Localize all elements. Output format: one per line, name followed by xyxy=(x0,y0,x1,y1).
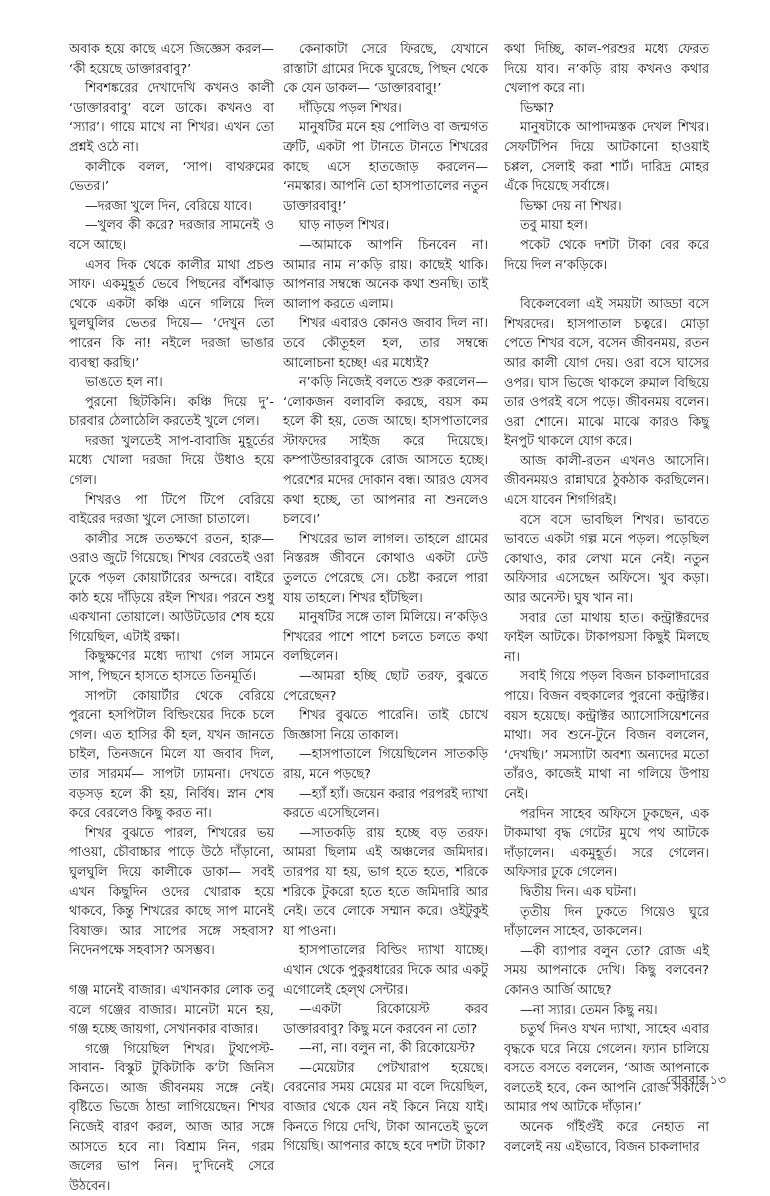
paragraph: —খুলব কী করে? দরজার সামনেই ও বসে আছে। xyxy=(69,218,274,253)
paragraph: —একটা রিকোয়েস্ট করব ডাক্তারবাবু? কিছু মনে করবেন না তো? xyxy=(283,1002,488,1037)
paragraph: মানুষটির সঙ্গে তাল মিলিয়ে। ন’কড়িও শিখরের পাশে পাশে চলতে চলতে কথা বলছিলেন। xyxy=(283,610,488,665)
paragraph: শিখর বুঝতে পারল, শিখরের ভয় পাওয়া, চৌবাচ্চার পাড়ে উঠে দাঁড়ানো, ঘুলঘুলি দিয়ে কালীকে ডাকা— সবই এখন কিছুদিন ওদের খোরাক হয়ে থাকবে, কিন্তু শিখরের কাছে সাপ মানেই বিষাক্ত। আর সাপের সঙ্গে সহবাস? নিদেনপক্ষে সহবাস? অসম্ভব। xyxy=(69,825,274,959)
paragraph: সাপটা কোয়ার্টার থেকে বেরিয়ে পুরনো হসপিটাল বিল্ডিংয়ের দিকে চলে গেল। এত হাসির কী হল, যখন জানতে চাইল, তিনজনে মিলে যা জবাব দিল, তার সারমর্ম— সাপটা ঢ্যামনা। দেখতে বড়সড় হলে কী হয়, নির্বিষ। স্নান শেষ করে বেরলেও কিছু করত না। xyxy=(69,688,274,822)
paragraph: অনেক গাঁইগুঁই করে নেহাত না বললেই নয় এইভাবে, বিজন চাকলাদার xyxy=(504,1120,709,1155)
paragraph: —না, না। বলুন না, কী রিকোয়েস্ট? xyxy=(299,1041,476,1057)
paragraph: তৃতীয় দিন ঢুকতে গিয়েও ঘুরে দাঁড়ালেন সাহেব, ডাকলেন। xyxy=(504,904,709,940)
page-footer: রোববার ১৩ xyxy=(665,1072,726,1087)
paragraph: গঞ্জে গিয়েছিল শিখর। টুথপেস্ট-সাবান- বিস্কুট টুকিটাকি ক’টা জিনিস কিনতে। আজ জীবনময় সঙ্গে নেই। বৃষ্টিতে ভিজে ঠান্ডা লাগিয়েছেন। শিখর নিজেই বারণ করল, আজ আর সঙ্গে আসতে হবে না। বিশ্রাম নিন, গরম জলের ভাপ নিন। দু’দিনেই সেরে উঠবেন। xyxy=(69,1041,274,1194)
paragraph: পরদিন সাহেব অফিসে ঢুকছেন, এক টাকমাথা বৃদ্ধ গেটের মুখে পথ আটকে দাঁড়ালেন। একমুহূর্ত। সরে গেলেন। অফিসার ঢুকে গেলেন। xyxy=(504,806,709,881)
paragraph: শিখর বুঝতে পারেনি। তাই চোখে জিজ্ঞাসা নিয়ে তাকাল। xyxy=(283,708,488,743)
paragraph: দ্বিতীয় দিন। এক ঘটনা। xyxy=(520,884,637,900)
paragraph: —মেয়েটার পেটখারাপ হয়েছে। বেরনোর সময় মেয়ের মা বলে দিয়েছিল, বাজার থেকে যেন নই কিনে নিয়ে যাই। কিনতে গিয়ে দেখি, টাকা আনতেই ভুলে গিয়েছি। আপনার কাছে হবে দশটা টাকা? xyxy=(283,1060,488,1155)
paragraph: পুরনো ছিটকিনি। কঞ্চি দিয়ে দু’- চারবার ঠেলাঠেলি করতেই খুলে গেল। xyxy=(69,394,274,430)
paragraph: শিখরও পা টিপে টিপে বেরিয়ে বাইরের দরজা খুলে সোজা চাতালে। xyxy=(69,492,274,528)
paragraph: —দরজা খুলে দিন, বেরিয়ে যাবে। xyxy=(85,198,252,214)
paragraph: মানুষটাকে আপাদমস্তক দেখল শিখর। সেফটিপিন দিয়ে আটকানো হাওয়াই চপ্পল, সেলাই করা শার্ট। দারিদ্র মোহর এঁকে দিয়েছে সর্বাঙ্গে। xyxy=(504,120,709,195)
paragraph: ভিক্ষা দেয় না শিখর। xyxy=(520,198,622,214)
paragraph: কেনাকাটা সেরে ফিরছে, যেখানে রাস্তাটা গ্রামের দিকে ঘুরেছে, পিছন থেকে কে যেন ডাকল— ‘ডাক্তারবাবু!’ xyxy=(283,42,488,97)
paragraph: হাসপাতালের বিল্ডিং দ্যাখা যাচ্ছে। এখান থেকে পুকুরধারের দিকে আর একটু এগোলেই হেল্‌থ সেন্টার। xyxy=(283,943,488,998)
paragraph: ন’কড়ি নিজেই বলতে শুরু করলেন— ‘লোকজন বলাবলি করছে, বয়স কম হলে কী হয়, তেজ আছে। হাসপাতালের স্টাফদের সাইজ করে দিয়েছে। কম্পাউন্ডারবাবুকে রোজ আসতে হচ্ছে। পরেশের মদের দোকান বন্ধ। আরও যেসব কথা হচ্ছে, তা আপনার না শুনলেও চলবে।’ xyxy=(283,375,488,528)
paragraph: আজ কালী-রতন এখনও আসেনি। জীবনময়ও রান্নাঘরে ঠুকঠাক করছিলেন। এসে যাবেন শিগগিরই। xyxy=(504,453,709,509)
paragraph: ঘাড় নাড়ল শিখর। xyxy=(299,218,390,234)
paragraph: —হ্যাঁ হ্যাঁ। জয়েন করার পরপরই দ্যাখা করতে এসেছিলেন। xyxy=(283,786,488,822)
paragraph: —কী ব্যাপার বলুন তো? রোজ এই সময় আপনাকে দেখি। কিছু বলবেন? কোনও আর্জি আছে? xyxy=(504,943,709,998)
paragraph: সবাই গিয়ে পড়ল বিজন চাকলাদারের পায়ে। বিজন বহুকালের পুরনো কন্ট্রাক্টর। বয়স হয়েছে। কন্ট্রাক্টর অ্যাসোসিয়েশনের মাথা। সব শুনে-টুনে বিজন বললেন, ‘দেখছি।’ সমস্যাটা অবশ্য অন্যদের মতো তাঁরও, কাজেই মাথা না গলিয়ে উপায় নেই। xyxy=(504,669,709,802)
paragraph: পকেট থেকে দশটা টাকা বের করে দিয়ে দিল ন’কড়িকে। xyxy=(504,237,709,273)
paragraph: শিখর এবারও কোনও জবাব দিল না। তবে কৌতূহল হল, তার সম্বন্ধে আলোচনা হচ্ছে! এর মধ্যেই? xyxy=(283,316,488,371)
paragraph: চতুর্থ দিনও যখন দ্যাখা, সাহেব এবার বৃদ্ধকে ঘরে নিয়ে গেলেন। ফ্যান চালিয়ে বসতে বসতে বললেন, ‘আজ আপনাকে বলতেই হবে, কেন আপনি রোজ সকালে আমার পথ আটকে দাঁড়ান।’ xyxy=(504,1022,709,1116)
text-column-2 xyxy=(283,40,488,1155)
paragraph: ভিক্ষা? xyxy=(520,100,555,116)
paragraph: কালীকে বলল, ‘সাপ। বাথরুমের ভেতর।’ xyxy=(69,159,274,195)
paragraph: শিবশঙ্করের দেখাদেখি কখনও কালী ‘ডাক্তারবাবু’ বলে ডাকে। কখনও বা ‘স্যার’। গায়ে মাখে না শিখর। এখন তো প্রশ্নই ওঠে না। xyxy=(69,81,274,155)
paragraph: তবু মায়া হল। xyxy=(520,218,588,234)
paragraph: এসব দিক থেকে কালীর মাথা প্রচণ্ড সাফ। একমুহূর্ত ভেবে পিছনের বাঁশঝাড় থেকে একটা কঞ্চি এনে গলিয়ে দিল ঘুলঘুলির ভেতর দিয়ে— ‘দেখুন তো পারেন কি না! নইলে দরজা ভাঙার ব্যবস্থা করছি।’ xyxy=(69,257,274,371)
paragraph: বসে বসে ভাবছিল শিখর। ভাবতে ভাবতে একটা গল্প মনে পড়ল। পড়েছিল কোথাও, কার লেখা মনে নেই। নতুন অফিসার এসেছেন অফিসে। খুব কড়া। আর অনেস্ট। ঘুষ খান না। xyxy=(504,512,709,607)
paragraph: গঞ্জ মানেই বাজার। এখানকার লোক তবু বলে গঞ্জের বাজার। মানেটা মনে হয়, গঞ্জ হচ্ছে জায়গা, সেখানকার বাজার। xyxy=(69,982,274,1038)
paragraph: —সাতকড়ি রায় হচ্ছে বড় তরফ। আমরা ছিলাম এই অঞ্চলের জমিদার। তারপর যা হয়, ভাগ হতে হতে, শরিকে শরিকে টুকরো হতে হতে জমিদারি আর নেই। তবে লোকে সম্মান করে। ওইটুকুই যা পাওনা। xyxy=(283,825,488,939)
paragraph: —আমরা হচ্ছি ছোট তরফ, বুঝতে পেরেছেন? xyxy=(283,669,488,704)
paragraph: সবার তো মাথায় হাত। কন্ট্রাক্টরদের ফাইল আটকে। টাকাপয়সা কিছুই মিলছে না। xyxy=(504,610,709,665)
paragraph: —আমাকে আপনি চিনবেন না। আমার নাম ন’কড়ি রায়। কাছেই থাকি। আপনার সম্বন্ধে অনেক কথা শুনছি। তাই আলাপ করতে এলাম। xyxy=(283,237,488,312)
paragraph: —না স্যার। তেমন কিছু নয়। xyxy=(520,1002,658,1018)
paragraph: শিখরের ভাল লাগল। তাহলে গ্রামের নিস্তরঙ্গ জীবনে কোথাও একটা ঢেউ তুলতে পেরেছে সে। চেষ্টা করলে পারা যায় তাহলে। শিখর হাঁটছিল। xyxy=(283,531,488,606)
text-column-1 xyxy=(69,40,274,1194)
paragraph: কথা দিচ্ছি, কাল-পরশুর মধ্যে ফেরত দিয়ে যাব। ন’কড়ি রায় কখনও কথার খেলাপ করে না। xyxy=(504,42,709,97)
paragraph: —হাসপাতালে গিয়েছিলেন সাতকড়ি রায়, মনে পড়ছে? xyxy=(283,747,488,782)
paragraph: দরজা খুলতেই সাপ-বাবাজি মুহূর্তের মধ্যে খোলা দরজা দিয়ে উধাও হয়ে গেল। xyxy=(69,433,274,489)
paragraph: বিকেলবেলা এই সময়টা আড্ডা বসে শিখরদের। হাসপাতাল চত্বরে। মোড়া পেতে শিখর বসে, বসেন জীবনময়, রতন আর কালী যোগ দেয়। ওরা বসে ঘাসের ওপর। ঘাস ভিজে থাকলে রুমাল বিছিয়ে তার ওপরই বসে পড়ে। জীবনময় বলেন। ওরা শোনে। মাঝে মাঝে কারও কিছু ইনপুট থাকলে যোগ করে। xyxy=(504,297,709,450)
paragraph: কিছুক্ষণের মধ্যে দ্যাখা গেল সামনে সাপ, পিছনে হাসতে হাসতে তিনমূর্তি। xyxy=(69,649,274,684)
paragraph: ভাঙতে হল না। xyxy=(85,375,163,391)
paragraph: অবাক হয়ে কাছে এসে জিজ্ঞেস করল— ‘কী হয়েছে ডাক্তারবাবু?’ xyxy=(69,42,274,77)
paragraph: দাঁড়িয়ে পড়ল শিখর। xyxy=(299,100,402,116)
paragraph: মানুষটির মনে হয় পোলিও বা জন্মগত ত্রুটি, একটা পা টানতে টানতে শিখরের কাছে এসে হাতজোড় করলেন— ‘নমস্কার। আপনি তো হাসপাতালের নতুন ডাক্তারবাবু!’ xyxy=(283,120,488,214)
paragraph: কালীর সঙ্গে ততক্ষণে রতন, হারু— ওরাও জুটে গিয়েছে। শিখর বেরতেই ওরা ঢুকে পড়ল কোয়ার্টারের অন্দরে। বাইরে কাঠ হয়ে দাঁড়িয়ে রইল শিখর। পরনে শুধু একখানা তোয়ালে। আউটডোর শেষ হয়ে গিয়েছিল, এটাই রক্ষা। xyxy=(69,531,274,645)
